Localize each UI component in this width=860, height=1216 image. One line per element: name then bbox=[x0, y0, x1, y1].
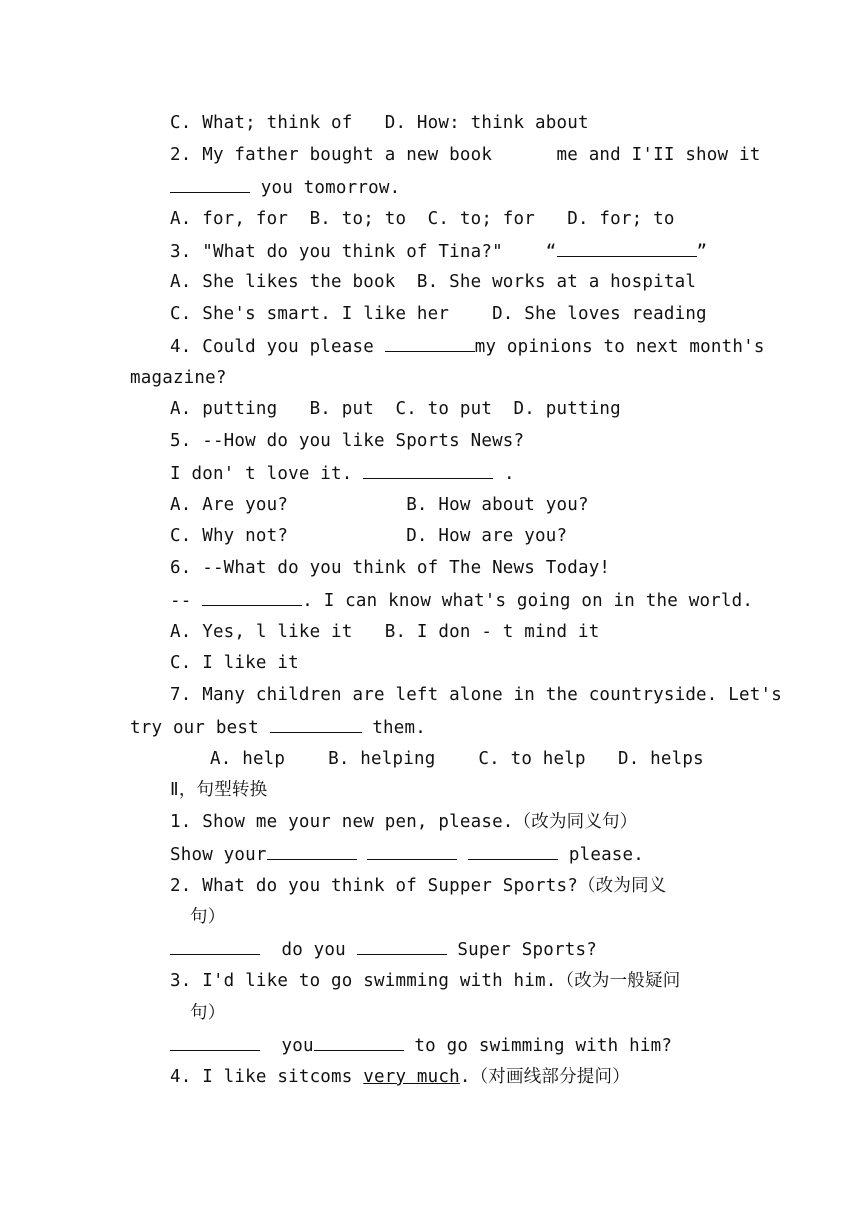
t2-stem-wrap: 句） bbox=[190, 907, 226, 927]
answer-blank[interactable] bbox=[170, 1034, 260, 1051]
answer-blank[interactable] bbox=[314, 1034, 404, 1051]
t3-stem: 3. I'd like to go swimming with him.（改为一般疑问 bbox=[170, 971, 681, 991]
t2-answer bbox=[170, 938, 597, 961]
q7-stem-cont bbox=[130, 716, 426, 739]
q6-options-ab: A. Yes, l like it B. I don - t mind it bbox=[170, 622, 600, 642]
answer-blank[interactable] bbox=[267, 843, 357, 860]
q2-options: A. for, for B. to; to C. to; for D. for; to bbox=[170, 209, 675, 229]
answer-blank[interactable] bbox=[367, 843, 457, 860]
t3-text: you bbox=[260, 1036, 314, 1056]
t4-stem bbox=[170, 1066, 630, 1088]
q5-period: . bbox=[493, 464, 515, 484]
q4-stem bbox=[170, 335, 765, 358]
q4-stem-wrap: magazine? bbox=[130, 368, 227, 388]
q3-stem bbox=[170, 240, 707, 263]
t1-answer bbox=[170, 843, 644, 866]
q6-stem: 6. --What do you think of The News Today! bbox=[170, 558, 611, 578]
q4-text-cont: my opinions to next month's bbox=[474, 337, 765, 357]
t2-text-end: Super Sports? bbox=[446, 940, 597, 960]
q2-stem bbox=[170, 144, 760, 166]
q3-options-ab: A. She likes the book B. She works at a hospital bbox=[170, 272, 697, 292]
q3-text: 3. "What do you think of Tina?" “ bbox=[170, 242, 557, 262]
q7-text-cont: them. bbox=[361, 718, 426, 738]
t2-text: do you bbox=[260, 940, 357, 960]
answer-blank[interactable] bbox=[357, 938, 447, 955]
q2-text: 2. My father bought a new book me and I'II show it bbox=[170, 145, 761, 165]
q5-text: I don' t love it. bbox=[170, 464, 364, 484]
t4-text: 4. I like sitcoms bbox=[170, 1067, 364, 1087]
q5-response bbox=[170, 462, 515, 485]
answer-blank[interactable] bbox=[270, 716, 362, 733]
t4-underlined-text: very much bbox=[363, 1067, 460, 1087]
q5-options-ab: A. Are you? B. How about you? bbox=[170, 495, 589, 515]
t3-stem-wrap: 句） bbox=[190, 1003, 226, 1023]
q7-options: A. help B. helping C. to help D. helps bbox=[210, 749, 704, 769]
q7-text: try our best bbox=[130, 718, 270, 738]
q4-options: A. putting B. put C. to put D. putting bbox=[170, 399, 621, 419]
q3-quote-close: ” bbox=[696, 242, 708, 262]
q7-stem: 7. Many children are left alone in the countryside. Let's bbox=[170, 685, 782, 705]
answer-blank[interactable] bbox=[385, 335, 475, 352]
answer-blank[interactable] bbox=[363, 462, 493, 479]
t3-text-end: to go swimming with him? bbox=[403, 1036, 673, 1056]
q4-text: 4. Could you please bbox=[170, 337, 385, 357]
t3-answer bbox=[170, 1034, 672, 1057]
q6-response bbox=[170, 589, 753, 612]
section-heading: Ⅱ，句型转换 bbox=[170, 780, 268, 800]
t1-stem: 1. Show me your new pen, please.（改为同义句） bbox=[170, 812, 638, 832]
t1-text-end: please. bbox=[558, 845, 645, 865]
q5-stem: 5. --How do you like Sports News? bbox=[170, 431, 525, 451]
q1-options-cd: C. What; think of D. How: think about bbox=[170, 113, 589, 133]
answer-blank[interactable] bbox=[170, 176, 250, 193]
q6-options-c: C. I like it bbox=[170, 653, 299, 673]
q6-dash: -- bbox=[170, 591, 203, 611]
q2-text-cont: you tomorrow. bbox=[250, 178, 401, 198]
q3-options-cd: C. She's smart. I like her D. She loves reading bbox=[170, 304, 707, 324]
answer-blank[interactable] bbox=[170, 938, 260, 955]
t4-instruction: .（对画线部分提问） bbox=[459, 1067, 630, 1087]
t2-stem: 2. What do you think of Supper Sports?（改为同义 bbox=[170, 876, 667, 896]
t1-text: Show your bbox=[170, 845, 267, 865]
answer-blank[interactable] bbox=[557, 240, 697, 257]
answer-blank[interactable] bbox=[202, 589, 302, 606]
q5-options-cd: C. Why not? D. How are you? bbox=[170, 526, 568, 546]
q2-stem-cont bbox=[170, 176, 400, 199]
q6-text: . I can know what's going on in the world. bbox=[302, 591, 754, 611]
answer-blank[interactable] bbox=[468, 843, 558, 860]
